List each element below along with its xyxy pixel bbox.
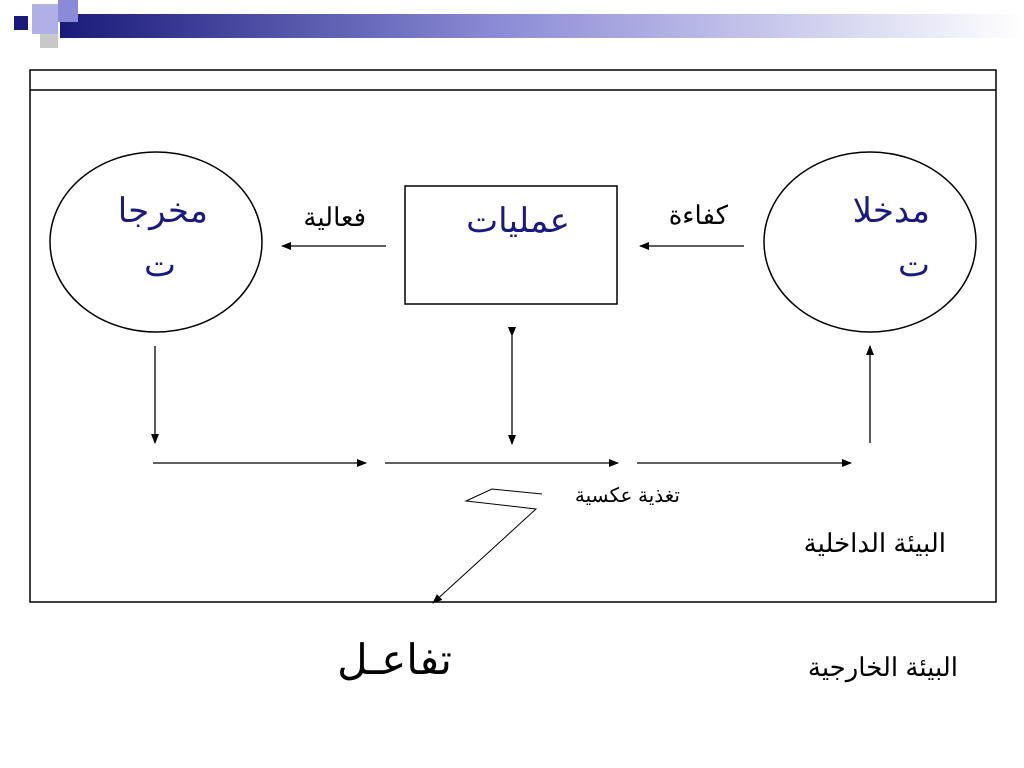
effectiveness-label: فعالية	[303, 202, 366, 232]
header-gradient-bar	[60, 14, 1024, 38]
outputs-label-line1: مخرجا	[117, 192, 208, 230]
inputs-label-line1: مدخلا	[852, 192, 930, 230]
internal-environment-label: البيئة الداخلية	[803, 528, 946, 558]
feedback-label: تغذية عكسية	[574, 485, 680, 507]
outputs-circle	[50, 152, 262, 332]
inputs-label-line2: ت	[897, 246, 930, 284]
header-square-light	[32, 4, 58, 34]
interaction-callout-line	[433, 489, 542, 603]
efficiency-label: كفاءة	[668, 200, 728, 230]
header-square-gray	[40, 34, 58, 48]
external-environment-label: البيئة الخارجية	[807, 652, 958, 682]
processes-label: عمليات	[466, 202, 570, 240]
internal-environment-frame	[30, 70, 996, 602]
inputs-circle	[764, 152, 976, 332]
outputs-label-line2: ت	[143, 246, 177, 284]
interaction-label: تفاعـل	[337, 636, 452, 683]
header-square-periwinkle	[58, 0, 78, 22]
header-decoration	[14, 0, 1024, 48]
header-square-navy	[14, 16, 28, 30]
